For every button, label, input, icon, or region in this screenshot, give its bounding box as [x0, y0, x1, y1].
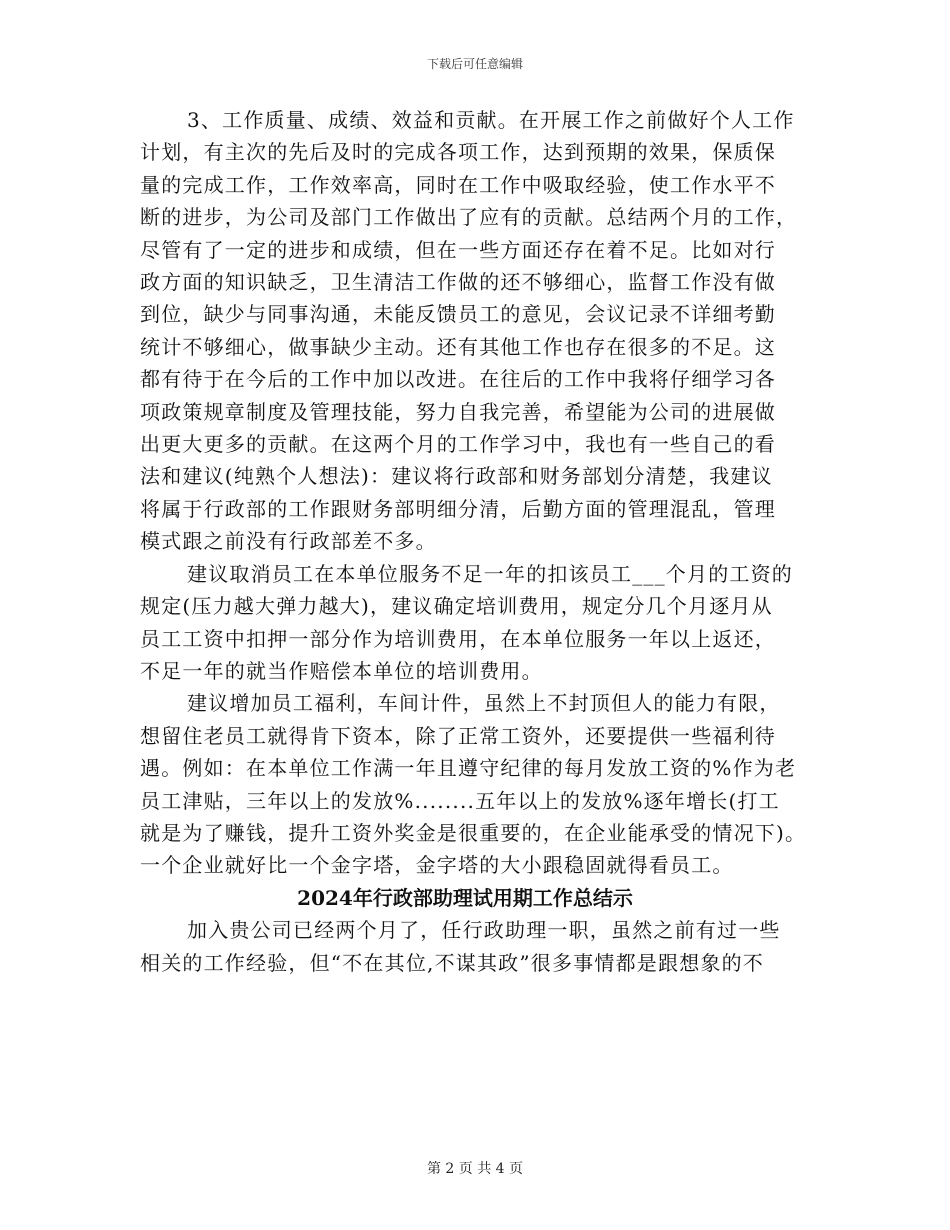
text-line: 将属于行政部的工作跟财务部明细分清，后勤方面的管理混乱，管理 [140, 496, 776, 521]
text-line: 建议取消员工在本单位服务不足一年的扣该员工___个月的工资的 [187, 561, 793, 586]
text-line: 都有待于在今后的工作中加以改进。在往后的工作中我将仔细学习各 [140, 367, 776, 392]
text-line: 员工工资中扣押一部分作为培训费用，在本单位服务一年以上返还， [140, 626, 776, 651]
text-line: 量的完成工作，工作效率高，同时在工作中吸取经验，使工作水平不 [140, 172, 776, 197]
text-line: 出更大更多的贡献。在这两个月的工作学习中，我也有一些自己的看 [140, 432, 776, 457]
text-line: 遇。例如：在本单位工作满一年且遵守纪律的每月发放工资的%作为老 [140, 756, 797, 781]
text-line: 到位，缺少与同事沟通，未能反馈员工的意见，会议记录不详细考勤 [140, 302, 776, 327]
text-line: 政方面的知识缺乏，卫生清洁工作做的还不够细心，监督工作没有做 [140, 270, 776, 295]
text-line: 想留住老员工就得肯下资本，除了正常工资外，还要提供一些福利待 [140, 723, 776, 748]
page-header: 下载后可任意编辑 [426, 57, 523, 71]
text-line: 3、工作质量、成绩、效益和贡献。在开展工作之前做好个人工作 [187, 108, 795, 132]
paragraph-block-1 [140, 104, 810, 882]
text-line: 法和建议(纯熟个人想法)：建议将行政部和财务部划分清楚，我建议 [140, 464, 773, 489]
page-footer: 第 2 页 共 4 页 [426, 1161, 524, 1177]
text-line: 规定(压力越大弹力越大)，建议确定培训费用，规定分几个月逐月从 [140, 594, 773, 619]
text-line: 项政策规章制度及管理技能，努力自我完善，希望能为公司的进展做 [140, 399, 776, 424]
text-line: 一个企业就好比一个金字塔，金字塔的大小跟稳固就得看员工。 [140, 853, 734, 878]
section-title: 2024年行政部助理试用期工作总结示 [297, 885, 633, 910]
text-line: 尽管有了一定的进步和成绩，但在一些方面还存在着不足。比如对行 [140, 237, 776, 262]
text-line: 统计不够细心，做事缺少主动。还有其他工作也存在很多的不足。这 [140, 334, 776, 359]
paragraph-block-2 [140, 914, 810, 979]
text-line: 加入贵公司已经两个月了，任行政助理一职，虽然之前有过一些 [187, 918, 781, 943]
text-line: 建议增加员工福利，车间计件，虽然上不封顶但人的能力有限， [187, 691, 781, 716]
text-line: 断的进步，为公司及部门工作做出了应有的贡献。总结两个月的工作， [140, 205, 798, 230]
text-line: 不足一年的就当作赔偿本单位的培训费用。 [140, 658, 543, 683]
text-line: 员工津贴，三年以上的发放%........五年以上的发放%逐年增长(打工 [140, 788, 780, 813]
text-line: 计划，有主次的先后及时的完成各项工作，达到预期的效果，保质保 [140, 140, 776, 165]
text-line: 就是为了赚钱，提升工资外奖金是很重要的，在企业能承受的情况下)。 [140, 820, 807, 845]
document-body [140, 104, 810, 979]
text-line: 相关的工作经验，但“不在其位,不谋其政”很多事情都是跟想象的不 [140, 950, 765, 975]
text-line: 模式跟之前没有行政部差不多。 [140, 529, 437, 554]
